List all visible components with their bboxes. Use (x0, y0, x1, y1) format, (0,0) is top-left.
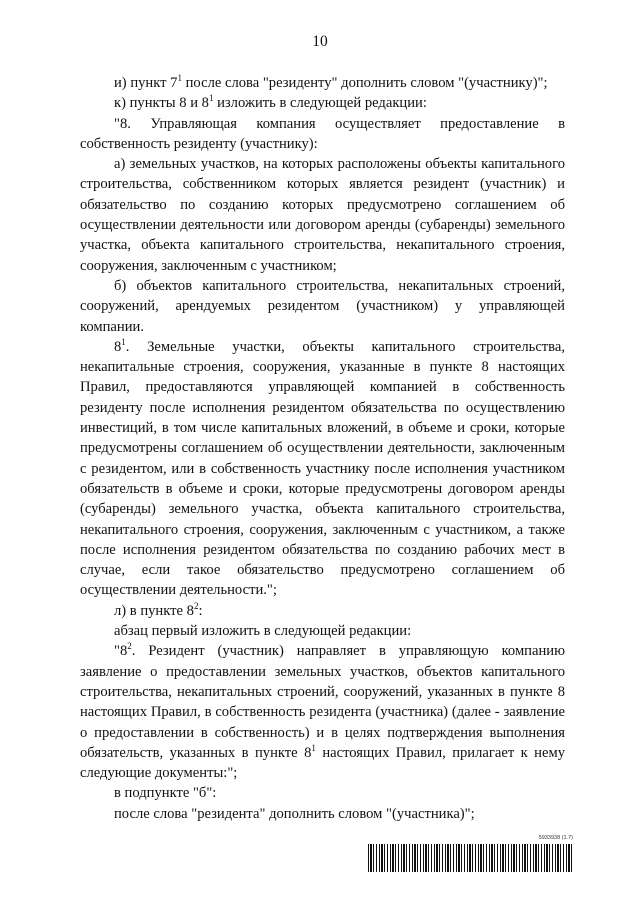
paragraph-i (80, 73, 565, 93)
paragraph-8-a: а) земельных участков, на которых расположены объекты капитального строительства, собственником которых является резидент (участник) и обязательство по созданию которых предусмотрено соглашением об осуществлении деятельности или договором аренды (субаренды) земельного участка, объекта капитального строительства, некапитального строения, сооружения, заключенным с участником; (80, 156, 565, 274)
barcode-label: 5933938 (1.7) (538, 835, 573, 841)
paragraph-k (80, 93, 565, 113)
superscript: 1 (311, 742, 316, 753)
paragraph-abzac: абзац первый изложить в следующей редакции: (114, 623, 412, 640)
text-fragment: к) пункты 8 и 8 (114, 95, 209, 112)
paragraph-after-word: после слова "резидента" дополнить словом "(участника)"; (114, 805, 475, 822)
paragraph-8-b: б) объектов капитального строительства, некапитальных строений, сооружений, арендуемых резидентом (участником) у управляющей компании. (80, 277, 565, 335)
barcode-bars (368, 844, 573, 872)
superscript: 1 (121, 336, 126, 347)
text-fragment: и) пункт 7 (114, 75, 178, 91)
superscript: 2 (127, 641, 132, 652)
text-fragment: настоящих Правил, прилагает к нему следующие документы:"; (80, 744, 566, 782)
text-fragment: л) в пункте 8 (114, 602, 194, 619)
superscript: 1 (177, 73, 182, 83)
text-fragment: "8 (114, 643, 128, 660)
paragraph-8-2 (80, 641, 565, 783)
paragraph-podpunkt-b: в подпункте "б": (114, 785, 217, 802)
superscript: 2 (193, 600, 199, 611)
page-number: 10 (312, 33, 328, 50)
text-fragment: . Земельные участки, объекты капитального строительства, некапитальные строения, сооружения, указанные в пункте 8 настоящих Правил, предоставляются управляющей компанией в собственность резиденту после исполнения резидентом обязательства по осуществлению инвестиций, в том числе капитальных вложений, в объеме и сроки, которые предусмотрены соглашением об осуществлении деятельности, заключенным с резидентом, или в собственность участнику после исполнения участником обязательств в объеме и сроки, которые предусмотрены договором аренды (субаренды) земельного участка, объекта капитального строительства, некапитального строения, сооружения, заключенным с участником, а также после исполнения резидентом обязательства по созданию рабочих мест в случае, если такое обязательство предусмотрено соглашением об осуществлении деятельности."; (80, 338, 565, 599)
text-fragment: 8 (114, 338, 122, 355)
document-body (80, 73, 565, 824)
paragraph-8-1 (80, 337, 565, 601)
barcode (368, 835, 573, 875)
paragraph-l (80, 601, 565, 621)
text-fragment: после слова "резиденту" дополнить словом "(участнику)"; (181, 75, 548, 91)
superscript: 1 (208, 93, 214, 104)
text-fragment: : (198, 602, 203, 619)
text-fragment: . Резидент (участник) направляет в управляющую компанию заявление о предоставлении земельных участков, объектов капитального строительства, некапитальных строений, сооружений, указанных в пункте 8 настоящих Правил, в собственность резидента (участника) (далее - заявление о предоставлении в собственность) и в целях подтверждения выполнения обязательств, указанных в пункте 8 (80, 643, 565, 761)
paragraph-8: "8. Управляющая компания осуществляет предоставление в собственность резиденту (участнику): (80, 115, 565, 152)
text-fragment: изложить в следующей редакции: (213, 95, 427, 112)
